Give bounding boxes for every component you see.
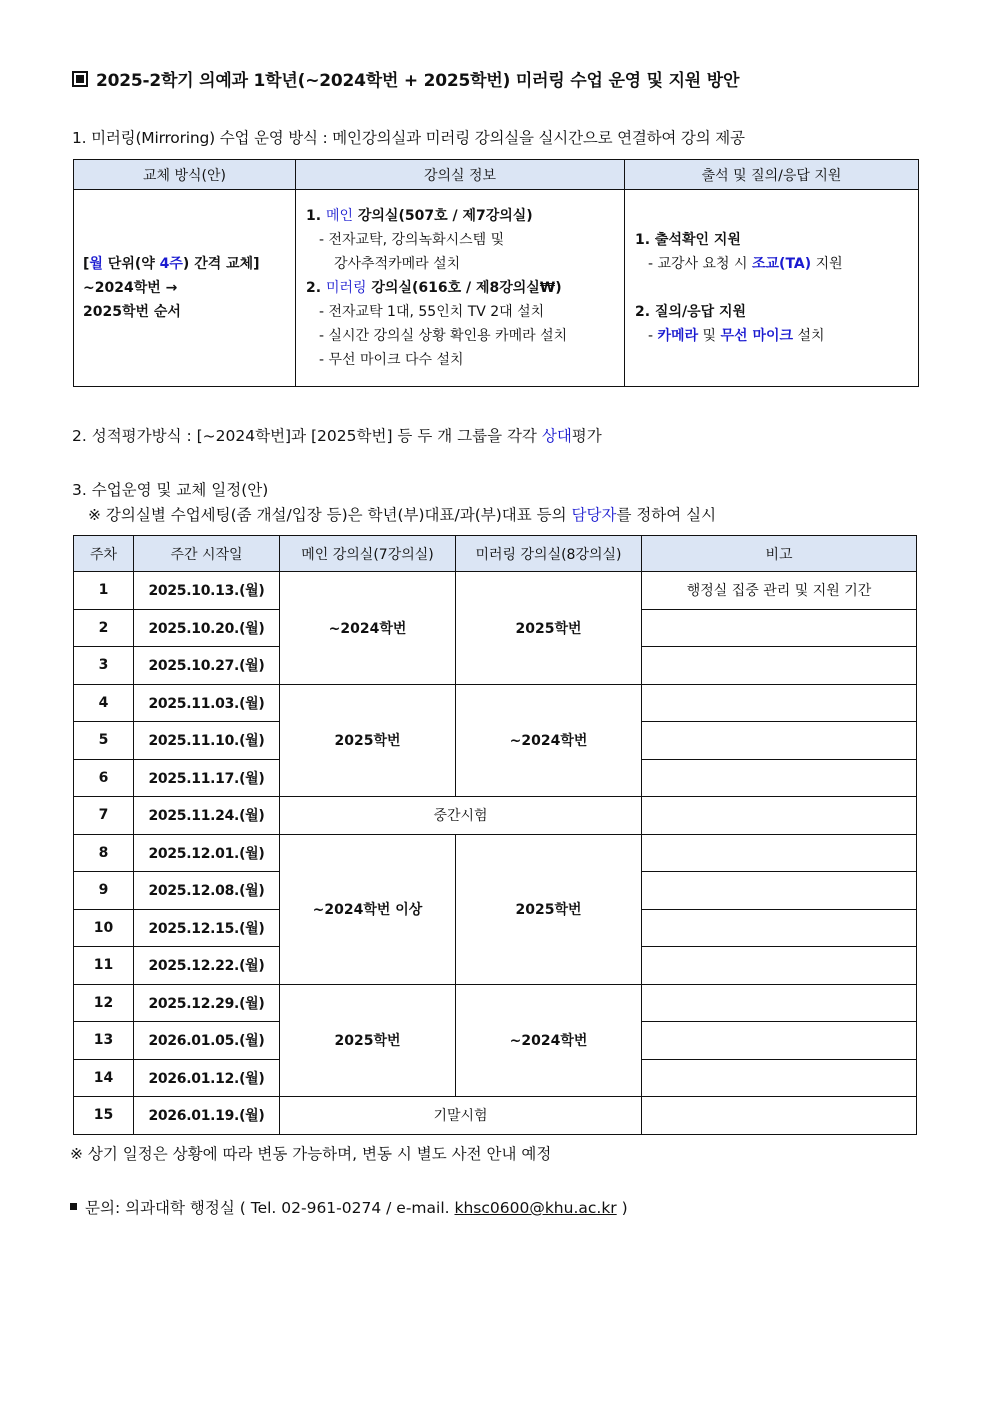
remarks xyxy=(642,1022,917,1060)
mirror-room-title xyxy=(306,276,624,300)
text: 및 xyxy=(698,328,721,344)
midterm-exam: 중간시험 xyxy=(280,797,642,835)
contact-text-end: ) xyxy=(616,1199,628,1217)
section1-heading xyxy=(72,126,745,148)
square-bullet-icon xyxy=(72,71,88,87)
text: 2. 성적평가방식 : [~2024학번]과 [2025학번] 등 두 개 그룹을 각각 xyxy=(72,427,542,445)
table-header-row xyxy=(74,536,917,572)
remarks xyxy=(642,609,917,647)
main-room-item: - 전자교탁, 강의녹화시스템 및 xyxy=(319,232,505,248)
highlight-camera: 카메라 xyxy=(657,328,699,344)
square-bullet-icon xyxy=(70,1203,77,1210)
week-date: 2025.11.03.(월) xyxy=(134,684,280,722)
remarks xyxy=(642,647,917,685)
header-mirror-room: 미러링 강의실(8강의실) xyxy=(456,536,642,572)
qa-title: 2. 질의/응답 지원 xyxy=(635,304,747,320)
header-rooms: 강의실 정보 xyxy=(296,160,625,190)
week-date: 2025.10.20.(월) xyxy=(134,609,280,647)
rotation-cell xyxy=(74,190,296,387)
document-title xyxy=(72,66,739,91)
mirror-room-group: 2025학번 xyxy=(456,572,642,685)
rotation-line3: 2025학번 순서 xyxy=(83,304,181,320)
week-number: 7 xyxy=(74,797,134,835)
table-header-row xyxy=(74,160,919,190)
text: - xyxy=(648,328,658,344)
main-room-title xyxy=(306,204,624,228)
table-row xyxy=(74,1097,917,1135)
table-row xyxy=(74,834,917,872)
mirror-room-group: ~2024학번 xyxy=(456,984,642,1097)
text: 평가 xyxy=(571,427,602,445)
text: ) 간격 교체] xyxy=(182,256,260,272)
remarks xyxy=(642,947,917,985)
rooms-cell xyxy=(296,190,625,387)
highlight-relative: 상대 xyxy=(541,427,572,445)
mirror-room-item: - 무선 마이크 다수 설치 xyxy=(319,352,464,368)
section3-note xyxy=(88,503,716,525)
remarks xyxy=(642,722,917,760)
header-week: 주차 xyxy=(74,536,134,572)
schedule-change-note: ※ 상기 일정은 상황에 따라 변동 가능하며, 변동 시 별도 사전 안내 예정 xyxy=(70,1145,552,1163)
contact-info xyxy=(70,1196,628,1218)
attendance-item xyxy=(635,252,918,276)
table-row xyxy=(74,190,919,387)
main-room-group: 2025학번 xyxy=(280,684,456,797)
week-date: 2025.12.22.(월) xyxy=(134,947,280,985)
text: 단위(약 xyxy=(102,256,160,272)
section1-number: 1. xyxy=(72,129,87,147)
week-date: 2025.10.13.(월) xyxy=(134,572,280,610)
remarks xyxy=(642,909,917,947)
remarks xyxy=(642,759,917,797)
text: 설치 xyxy=(793,328,825,344)
week-number: 5 xyxy=(74,722,134,760)
week-date: 2026.01.19.(월) xyxy=(134,1097,280,1135)
week-number: 12 xyxy=(74,984,134,1022)
remarks xyxy=(642,797,917,835)
week-number: 6 xyxy=(74,759,134,797)
title-text: 2025-2학기 의예과 1학년(~2024학번 + 2025학번) 미러링 수업 운영 및 지원 방안 xyxy=(96,71,740,91)
week-number: 9 xyxy=(74,872,134,910)
week-date: 2025.12.01.(월) xyxy=(134,834,280,872)
section2-heading xyxy=(72,424,602,446)
week-number: 3 xyxy=(74,647,134,685)
main-room-group: 2025학번 xyxy=(280,984,456,1097)
attendance-title: 1. 출석확인 지원 xyxy=(635,232,741,248)
text: 를 정하여 실시 xyxy=(616,506,717,524)
header-support: 출석 및 질의/응답 지원 xyxy=(625,160,919,190)
support-cell xyxy=(625,190,919,387)
mirror-room-info: 강의실(616호 / 제8강의실₩) xyxy=(371,280,562,296)
header-main-room: 메인 강의실(7강의실) xyxy=(280,536,456,572)
table-row xyxy=(74,797,917,835)
week-date: 2026.01.05.(월) xyxy=(134,1022,280,1060)
text: ※ 강의실별 수업세팅(줌 개설/입장 등)은 학년(부)대표/과(부)대표 등의 xyxy=(88,506,572,524)
final-exam: 기말시험 xyxy=(280,1097,642,1135)
week-date: 2025.12.15.(월) xyxy=(134,909,280,947)
week-date: 2025.12.08.(월) xyxy=(134,872,280,910)
num: 2. xyxy=(306,280,322,296)
header-rotation: 교체 방식(안) xyxy=(74,160,296,190)
table-row xyxy=(74,984,917,1022)
header-start-date: 주간 시작일 xyxy=(134,536,280,572)
highlight-month: 월 xyxy=(89,256,103,272)
qa-item xyxy=(635,324,918,348)
week-number: 1 xyxy=(74,572,134,610)
highlight-mirroring: 미러링 xyxy=(325,280,367,296)
contact-text: 문의: 의과대학 행정실 ( Tel. 02-961-0274 / e-mail. xyxy=(85,1199,455,1217)
remarks xyxy=(642,984,917,1022)
remarks xyxy=(642,684,917,722)
week-date: 2025.11.24.(월) xyxy=(134,797,280,835)
week-number: 4 xyxy=(74,684,134,722)
text: 지원 xyxy=(811,256,843,272)
header-remarks: 비고 xyxy=(642,536,917,572)
remarks: 행정실 집중 관리 및 지원 기간 xyxy=(642,572,917,610)
week-number: 2 xyxy=(74,609,134,647)
highlight-manager: 담당자 xyxy=(571,506,617,524)
table-row xyxy=(74,572,917,610)
mirror-room-item: - 실시간 강의실 상황 확인용 카메라 설치 xyxy=(319,328,568,344)
remarks xyxy=(642,1059,917,1097)
week-date: 2025.10.27.(월) xyxy=(134,647,280,685)
mirroring-operation-table xyxy=(73,159,919,387)
section1-keyword: 미러링(Mirroring) xyxy=(91,129,215,147)
remarks xyxy=(642,872,917,910)
num: 1. xyxy=(306,208,322,224)
mirror-room-group: 2025학번 xyxy=(456,834,642,984)
spacer xyxy=(635,276,918,300)
schedule-table xyxy=(73,535,917,1135)
week-number: 13 xyxy=(74,1022,134,1060)
rotation-line1 xyxy=(83,252,295,276)
week-number: 15 xyxy=(74,1097,134,1135)
week-date: 2025.11.10.(월) xyxy=(134,722,280,760)
week-number: 11 xyxy=(74,947,134,985)
main-room-group: ~2024학번 xyxy=(280,572,456,685)
main-room-group: ~2024학번 이상 xyxy=(280,834,456,984)
section3-heading: 3. 수업운영 및 교체 일정(안) xyxy=(72,481,269,499)
rotation-line2: ~2024학번 → xyxy=(83,280,178,296)
week-date: 2025.11.17.(월) xyxy=(134,759,280,797)
week-number: 8 xyxy=(74,834,134,872)
bracket: [ xyxy=(83,256,90,272)
highlight-4weeks: 4주 xyxy=(159,256,183,272)
main-room-item: 강사추적카메라 설치 xyxy=(334,256,461,272)
remarks xyxy=(642,834,917,872)
week-number: 14 xyxy=(74,1059,134,1097)
email-link[interactable]: khsc0600@khu.ac.kr xyxy=(454,1199,617,1217)
week-date: 2025.12.29.(월) xyxy=(134,984,280,1022)
highlight-mic: 무선 마이크 xyxy=(720,328,794,344)
remarks xyxy=(642,1097,917,1135)
table-row xyxy=(74,684,917,722)
main-room-info: 강의실(507호 / 제7강의실) xyxy=(357,208,533,224)
mirror-room-item: - 전자교탁 1대, 55인치 TV 2대 설치 xyxy=(319,304,545,320)
highlight-ta: 조교(TA) xyxy=(752,256,812,272)
section1-description: 수업 운영 방식 : 메인강의실과 미러링 강의실을 실시간으로 연결하여 강의 제공 xyxy=(219,129,745,147)
week-number: 10 xyxy=(74,909,134,947)
week-date: 2026.01.12.(월) xyxy=(134,1059,280,1097)
text: - 교강사 요청 시 xyxy=(648,256,752,272)
mirror-room-group: ~2024학번 xyxy=(456,684,642,797)
highlight-main: 메인 xyxy=(325,208,353,224)
